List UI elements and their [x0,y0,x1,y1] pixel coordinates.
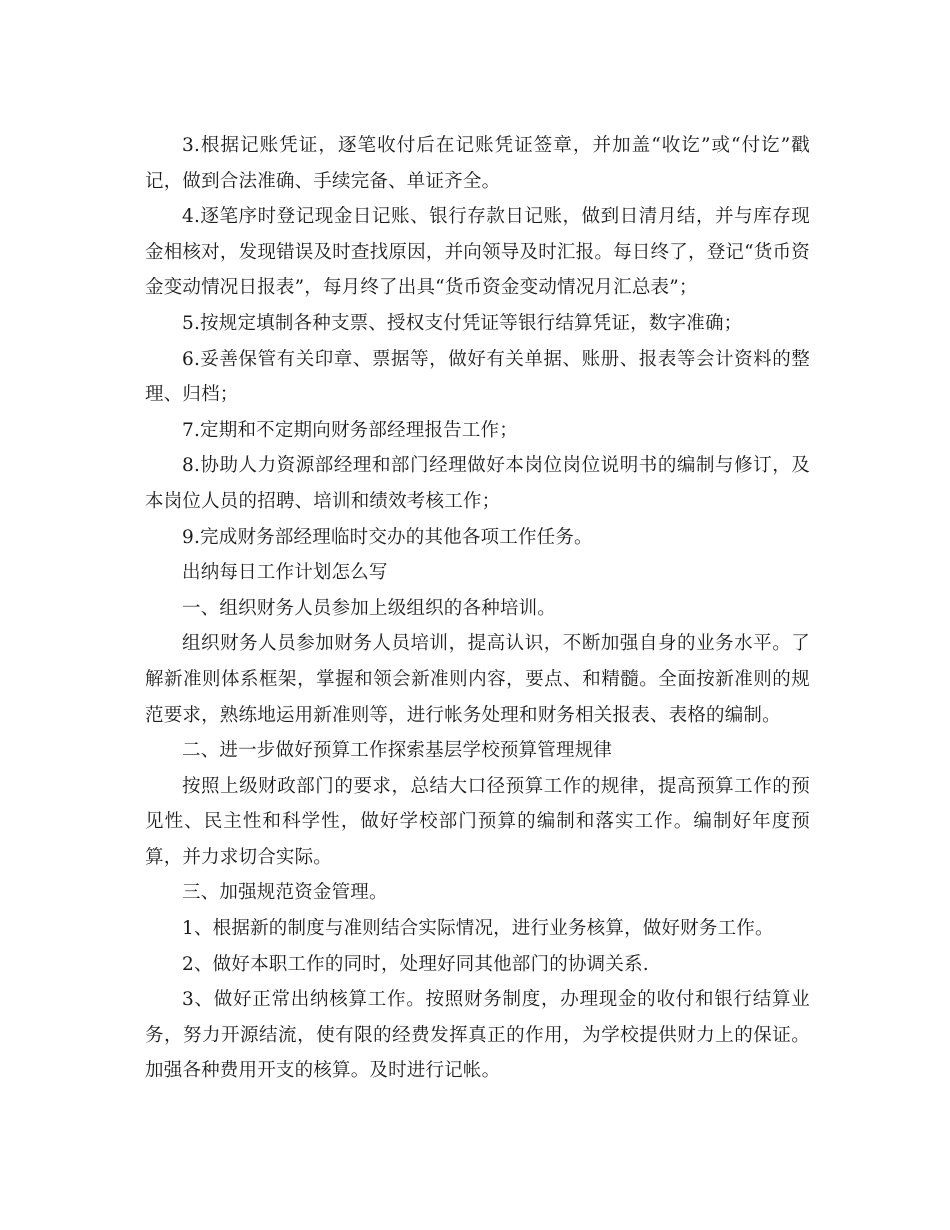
subheading-one: 一、组织财务人员参加上级组织的各种培训。 [182,597,557,619]
paragraph-point-1: 1、根据新的制度与准则结合实际情况，进行业务核算，做好财务工作。 [182,918,774,940]
paragraph-item-9: 9.完成财务部经理临时交办的其他各项工作任务。 [182,526,593,548]
paragraph-item-3: 3.根据记账凭证，逐笔收付后在记账凭证签章，并加盖“收讫”或“付讫”戳记，做到合法准确、手续完备、单证齐全。 [145,135,810,192]
paragraph-point-2: 2、做好本职工作的同时，处理好同其他部门的协调关系. [182,953,649,975]
subheading-three: 三、加强规范资金管理。 [182,882,388,904]
section-heading: 出纳每日工作计划怎么写 [182,562,388,584]
paragraph-item-6: 6.妥善保管有关印章、票据等，做好有关单据、账册、报表等会计资料的整理、归档； [145,348,810,406]
document-body [145,128,810,1089]
paragraph-item-8: 8.协助人力资源部经理和部门经理做好本岗位岗位说明书的编制与修订，及本岗位人员的招聘、培训和绩效考核工作； [145,455,810,512]
paragraph-training: 组织财务人员参加财务人员培训，提高认识，不断加强自身的业务水平。了解新准则体系框架，掌握和领会新准则内容，要点、和精髓。全面按新准则的规范要求，熟练地运用新准则等，进行帐务处理和财务相关报表、表格的编制。 [145,633,810,726]
paragraph-point-3: 3、做好正常出纳核算工作。按照财务制度，办理现金的收付和银行结算业务，努力开源结流，使有限的经费发挥真正的作用，为学校提供财力上的保证。加强各种费用开支的核算。及时进行记帐。 [145,989,810,1082]
subheading-two: 二、进一步做好预算工作探索基层学校预算管理规律 [182,740,613,762]
paragraph-item-4: 4.逐笔序时登记现金日记账、银行存款日记账，做到日清月结，并与库存现金相核对，发现错误及时查找原因，并向领导及时汇报。每日终了，登记“货币资金变动情况日报表”，每月终了出具“货币资金变动情况月汇总表”； [145,206,810,299]
paragraph-item-5: 5.按规定填制各种支票、授权支付凭证等银行结算凭证，数字准确； [182,312,743,334]
paragraph-item-7: 7.定期和不定期向财务部经理报告工作； [182,419,518,441]
paragraph-budget: 按照上级财政部门的要求，总结大口径预算工作的规律，提高预算工作的预见性、民主性和科学性，做好学校部门预算的编制和落实工作。编制好年度预算，并力求切合实际。 [145,775,810,868]
